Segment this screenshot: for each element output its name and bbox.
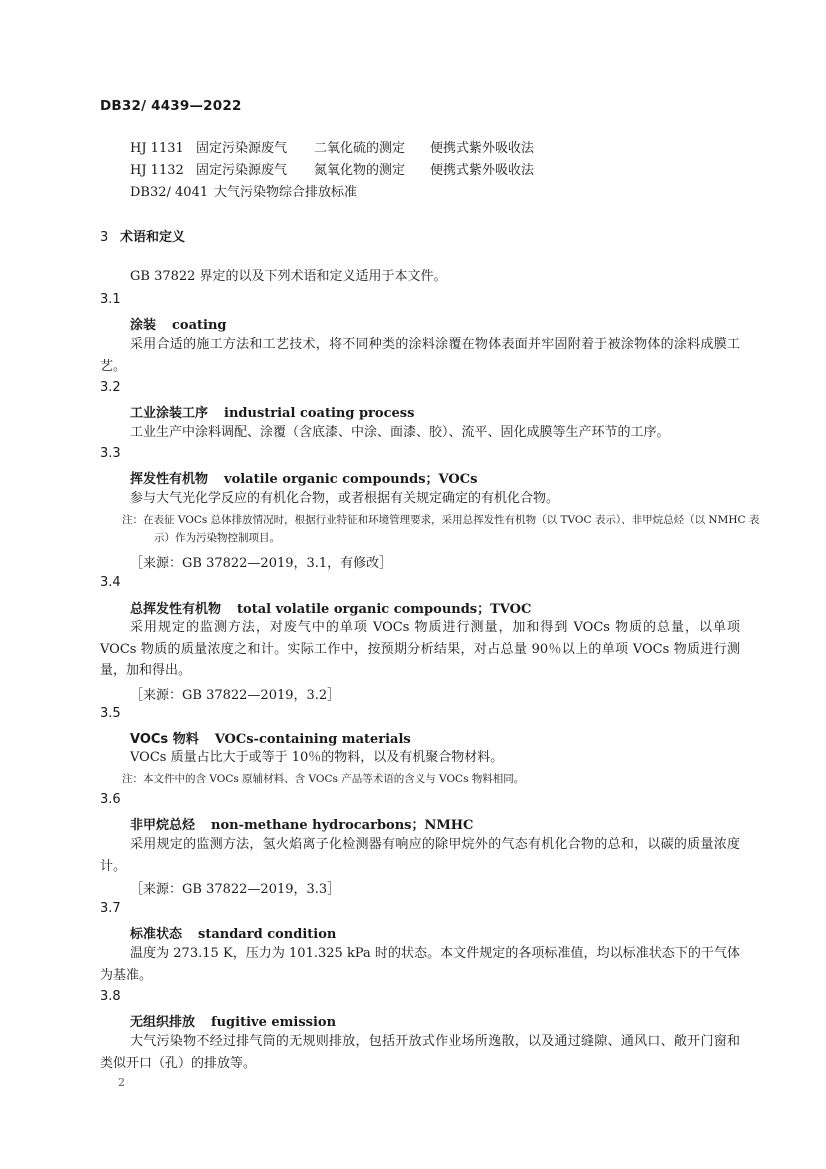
term-zh: 工业涂装工序 (130, 406, 209, 421)
term-definition: VOCs 质量占比大于或等于 10％的物料，以及有机聚合物材料。 (130, 750, 504, 765)
reference-method: 便携式紫外吸收法 (430, 141, 535, 156)
section-heading (100, 226, 185, 245)
section-title: 术语和定义 (120, 230, 186, 245)
page-number: 2 (118, 1076, 125, 1089)
reference-code: HJ 1131 (130, 141, 184, 156)
term-definition: 参与大气光化学反应的有机化合物，或者根据有关规定确定的有机化合物。 (130, 491, 560, 506)
term-heading (130, 923, 336, 942)
term-number: 3.5 (100, 706, 121, 721)
term-source: ［来源：GB 37822—2019，3.1，有修改］ (130, 556, 393, 571)
reference-item (130, 137, 534, 156)
reference-subject: 氮氧化物的测定 (314, 163, 406, 178)
reference-name: 固定污染源废气 (196, 141, 288, 156)
term-en: fugitive emission (211, 1015, 337, 1030)
term-source: ［来源：GB 37822—2019，3.3］ (130, 882, 341, 897)
term-number: 3.3 (100, 446, 121, 461)
term-number: 3.6 (100, 792, 121, 807)
term-heading (130, 598, 531, 617)
term-definition: 采用合适的施工方法和工艺技术，将不同种类的涂料涂覆在物体表面并牢固附着于被涂物体的涂料成膜工艺。 (100, 337, 740, 374)
term-note: 注：在表征 VOCs 总体排放情况时，根据行业特征和环境管理要求，采用总挥发性有机物（以 TVOC 表示）、非甲烷总烃（以 NMHC 表示）作为污染物控制项目。 (122, 514, 760, 544)
term-number: 3.2 (100, 380, 121, 395)
term-zh: 涂装 (130, 318, 157, 333)
term-en: VOCs-containing materials (214, 732, 411, 747)
term-definition: 采用规定的监测方法，对废气中的单项 VOCs 物质进行测量，加和得到 VOCs 物质的总量，以单项 VOCs 物质的质量浓度之和计。实际工作中，按预期分析结果，对占总量 90％以上的单项 VOCs 物质进行测量，加和得出。 (100, 620, 740, 678)
reference-item (130, 181, 357, 200)
term-number: 3.7 (100, 901, 121, 916)
term-en: coating (172, 318, 227, 333)
term-heading (130, 814, 473, 833)
term-heading (130, 314, 227, 333)
term-definition: 大气污染物不经过排气筒的无规则排放，包括开放式作业场所逸散，以及通过缝隙、通风口、敞开门窗和类似开口（孔）的排放等。 (100, 1034, 740, 1071)
reference-item (130, 159, 534, 178)
term-heading (130, 728, 411, 747)
term-heading (130, 1011, 336, 1030)
reference-subject: 二氧化硫的测定 (314, 141, 406, 156)
section-intro: GB 37822 界定的以及下列术语和定义适用于本文件。 (130, 269, 447, 284)
term-en: industrial coating process (224, 406, 415, 421)
reference-code: HJ 1132 (130, 163, 184, 178)
term-number: 3.4 (100, 575, 121, 590)
term-number: 3.1 (100, 292, 121, 307)
term-en: total volatile organic compounds；TVOC (237, 602, 532, 617)
term-zh: 挥发性有机物 (130, 472, 209, 487)
document-header: DB32/ 4439—2022 (100, 98, 242, 114)
term-definition: 采用规定的监测方法，氢火焰离子化检测器有响应的除甲烷外的气态有机化合物的总和，以碳的质量浓度计。 (100, 837, 740, 874)
term-zh: 标准状态 (130, 927, 183, 942)
term-number: 3.8 (100, 989, 121, 1004)
reference-method: 便携式紫外吸收法 (430, 163, 535, 178)
term-heading (130, 402, 414, 421)
term-zh: 无组织排放 (130, 1015, 196, 1030)
reference-name: 固定污染源废气 (196, 163, 288, 178)
term-source: ［来源：GB 37822—2019，3.2］ (130, 688, 341, 703)
reference-name: 大气污染物综合排放标准 (214, 185, 358, 200)
term-zh: 非甲烷总烃 (130, 818, 196, 833)
term-note: 注：本文件中的含 VOCs 原辅材料、含 VOCs 产品等术语的含义与 VOCs 物料相同。 (122, 773, 525, 785)
term-zh: VOCs 物料 (130, 732, 199, 747)
term-heading (130, 468, 477, 487)
term-en: volatile organic compounds；VOCs (224, 472, 478, 487)
term-en: non-methane hydrocarbons；NMHC (211, 818, 474, 833)
term-definition: 工业生产中涂料调配、涂覆（含底漆、中涂、面漆、胶）、流平、固化成膜等生产环节的工序。 (130, 425, 670, 440)
term-definition: 温度为 273.15 K，压力为 101.325 kPa 时的状态。本文件规定的各项标准值，均以标准状态下的干气体为基准。 (100, 946, 740, 983)
reference-code: DB32/ 4041 (130, 185, 209, 200)
term-zh: 总挥发性有机物 (130, 602, 222, 617)
section-number: 3 (100, 230, 109, 245)
term-en: standard condition (198, 927, 337, 942)
